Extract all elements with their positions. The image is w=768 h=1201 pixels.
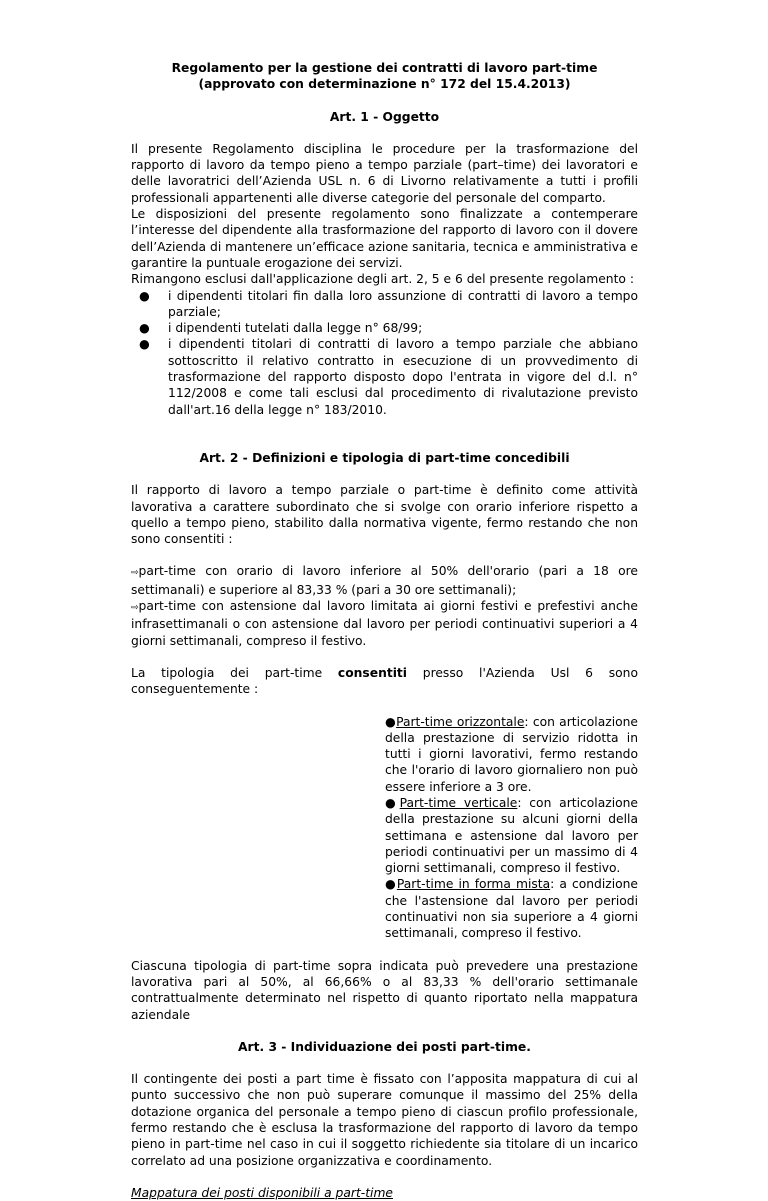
- type-item: ●Part-time verticale: con articolazione della prestazione su alcuni giorni della settimana e astensione dal lavoro per periodi continuativi per un massimo di 4 giorni settimanali, compreso il festivo.: [385, 795, 638, 876]
- document-subtitle: (approvato con determinazione n° 172 del 15.4.2013): [198, 77, 571, 92]
- document-title: Regolamento per la gestione dei contratti di lavoro part-time: [171, 61, 598, 75]
- bullet-icon: ●: [139, 288, 150, 303]
- art1-paragraph-3: Rimangono esclusi dall'applicazione degli art. 2, 5 e 6 del presente regolamento :: [131, 272, 635, 287]
- art2-paragraph-1: Il rapporto di lavoro a tempo parziale o part-time è definito come attività lavorativa a carattere subordinato che si svolge con orario inferiore rispetto a quello a tempo pieno, stabilito dalla normativa vigente, fermo restando che non sono consentiti :: [131, 483, 638, 547]
- part-time-types: [385, 714, 638, 942]
- art2-paragraph-2: La tipologia dei part-time consentiti presso l'Azienda Usl 6 sono conseguentemente :: [131, 665, 638, 697]
- document-body: [131, 52, 638, 1201]
- bullet-icon: ●: [139, 337, 150, 352]
- art2-paragraph-3: Ciascuna tipologia di part-time sopra indicata può prevedere una prestazione lavorativa pari al 50%, al 66,66% o al 83,33 % dell'orario settimanale contrattualmente determinato nel rispetto di quanto riportato nella mappatura aziendale: [131, 958, 638, 1022]
- type-item: ●Part-time in forma mista: a condizione che l'astensione dal lavoro per periodi continuativi non sia superiore a 4 giorni settimanali, compreso il festivo.: [385, 877, 638, 941]
- list-item: ● i dipendenti tutelati dalla legge n° 68/99;: [139, 321, 423, 336]
- art3-paragraph-1: Il contingente dei posti a part time è fissato con l’apposita mappatura di cui al punto successivo che non può superare comunque il massimo del 25% della dotazione organica del personale a tempo pieno di ciascun profilo professionale, fermo restando che è esclusa la trasformazione del rapporto di lavoro da tempo pieno in part-time nel caso in cui il soggetto richiedente sia titolare di un incarico correlato ad una posizione organizzativa e coordinamento.: [131, 1072, 638, 1168]
- list-item: ● i dipendenti titolari fin dalla loro assunzione di contratti di lavoro a tempo parziale;: [139, 288, 638, 319]
- art1-paragraph-2: Le disposizioni del presente regolamento sono finalizzate a contemperare l’interesse del dipendente alla trasformazione del rapporto di lavoro con il dovere dell’Azienda di mantenere un’efficace azione sanitaria, tecnica e amministrativa e garantire la puntuale erogazione dei servizi.: [131, 207, 638, 270]
- list-item: ● i dipendenti titolari di contratti di lavoro a tempo parziale che abbiano sottoscritto il relativo contratto in esecuzione di un provvedimento di trasformazione del rapporto disposto dopo l'entrata in vigore del d.l. n° 112/2008 e come tali esclusi dal procedimento di rivalutazione previsto dall'art.16 della legge n° 183/2010.: [139, 337, 638, 417]
- bullet-icon: ●: [385, 877, 397, 892]
- mapping-subheading: Mappatura dei posti disponibili a part-time: [131, 1185, 393, 1200]
- art3-heading: Art. 3 - Individuazione dei posti part-time.: [238, 1039, 531, 1054]
- arrow-icon: ⇨: [131, 603, 139, 614]
- arrow-icon: ⇨: [131, 568, 139, 579]
- bullet-icon: ●: [385, 714, 397, 729]
- type-item: ●Part-time orizzontale: con articolazione della prestazione di servizio ridotta in tutti i giorni lavorativi, fermo restando che l'orario di lavoro giornaliero non può essere inferiore a 3 ore.: [385, 714, 638, 794]
- art1-heading: Art. 1 - Oggetto: [329, 109, 440, 124]
- art2-heading: Art. 2 - Definizioni e tipologia di part-time concedibili: [199, 450, 570, 465]
- art1-paragraph-1: Il presente Regolamento disciplina le procedure per la trasformazione del rapporto di lavoro da tempo pieno a tempo parziale (part–time) dei lavoratori e delle lavoratrici dell’Azienda USL n. 6 di Livorno relativamente a tutti i profili professionali appartenenti alle diverse categorie del personale del comparto.: [131, 141, 638, 205]
- excluded-item: ⇨part-time con orario di lavoro inferiore al 50% dell'orario (pari a 18 ore settimanali) e superiore al 83,33 % (pari a 30 ore settimanali);: [131, 564, 638, 597]
- exclusion-list: [131, 288, 638, 418]
- excluded-item: ⇨part-time con astensione dal lavoro limitata ai giorni festivi e prefestivi anche infrasettimanali o con astensione dal lavoro per periodi continuativi superiori a 4 giorni settimanali, compreso il festivo.: [131, 599, 638, 648]
- bullet-icon: ●: [139, 321, 150, 336]
- bullet-icon: ●: [385, 795, 400, 810]
